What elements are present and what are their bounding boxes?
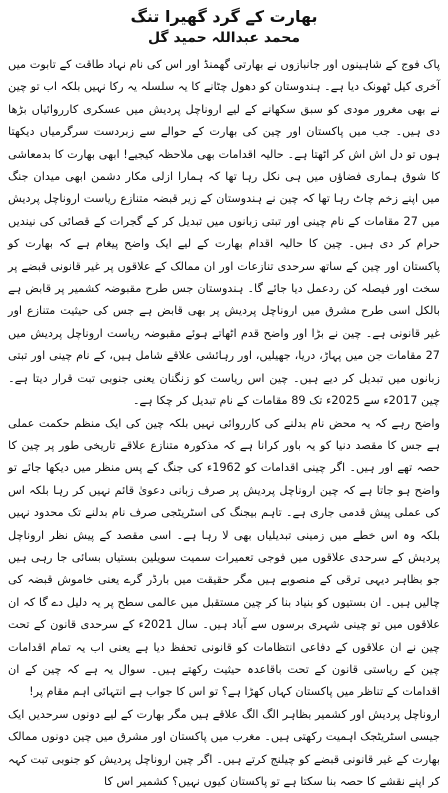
article-paragraph: واضح رہے کہ یہ محض نام بدلنے کی کارروائی نہیں بلکہ چین کی ایک منظم حکمت عملی ہے جس کا مقصد دنیا کو یہ باور کرانا ہے کہ مذکورہ متنازع علاقے تاریخی طور پر چین کا حصہ تھے اور ہیں۔ اگر چینی اقدامات کو 1962ء کی جنگ کے پس منظر میں دیکھا جائے تو واضح ہو جاتا ہے کہ چین اروناچل پردیش پر صرف زبانی دعویٰ قائم نہیں کر رہا بلکہ اس کی عملی پیش قدمی جاری ہے۔ تاہم بیجنگ کی اسٹریٹجی صرف نام بدلنے تک محدود نہیں بلکہ وہ اس خطے میں زمینی تبدیلیاں بھی لا رہا ہے۔ اسی مقصد کے پیش نظر اروناچل پردیش کے سرحدی علاقوں میں فوجی تعمیرات سمیت سویلین بستیاں بسائی جا رہی ہیں جو بظاہر دیہی ترقی کے منصوبے ہیں مگر حقیقت میں بارڈر گرے یعنی خاموش قبضہ کی چالیں ہیں۔ ان بستیوں کو بنیاد بنا کر چین مستقبل میں عالمی سطح پر یہ دلیل دے گا کہ ان علاقوں میں تو چینی شہری برسوں سے آباد ہیں۔ سال 2021ء کے سرحدی قانون کے تحت چین نے ان علاقوں کے دفاعی انتظامات کو قانونی تحفظ دیا ہے یعنی اب یہ تمام اقدامات چین کے ریاستی قانون کے تحت باقاعدہ حیثیت رکھتے ہیں۔ سوال یہ ہے کہ چین کے ان اقدامات کے تناظر میں پاکستان کہاں کھڑا ہے؟ تو اس کا جواب ہے انتہائی اہم مقام پر! [8,416,440,699]
article-paragraph: پاک فوج کے شاہینوں اور جانبازوں نے بھارتی گھمنڈ اور اس کی نام نہاد طاقت کے تابوت میں آخری کیل ٹھونک دیا ہے۔ ہندوستان کو دھول چٹانے کا یہ سلسلہ یہ رکا نہیں بلکہ اب تو چین نے بھی مغرور مودی کو سبق سکھانے کے لیے اروناچل پردیش میں عسکری کارروائیاں بڑھا دی ہیں۔ جب میں پاکستان اور چین کی بھارت کے حوالے سے زبردست سرگرمیاں دیکھتا ہوں تو دل اش اش کر اٹھتا ہے۔ حالیہ اقدامات بھی ملاحظہ کیجیے! ابھی بھارت کا بدمعاشی کا شوق ہماری فضاؤں میں ہی نکل رہا تھا کہ ہمارا ازلی مکار دشمن ابھی میدان جنگ میں اپنے زخم چاٹ رہا تھا کہ چین نے ہندوستان کے زیر قبضہ متنازع ریاست اروناچل پردیش میں 27 مقامات کے نام چینی اور تبتی زبانوں میں تبدیل کر کے گجرات کے قصائی کی نیندیں حرام کر دی ہیں۔ چین کا حالیہ اقدام بھارت کے لیے ایک واضح پیغام ہے کہ بھارت کو پاکستان اور چین کے ساتھ سرحدی تنازعات اور ان ممالک کے علاقوں پر غیر قانونی قبضے پر سخت اور فیصلہ کن ردعمل دیا جائے گا۔ ہندوستان جس طرح مقبوضہ کشمیر پر قابض ہے بالکل اسی طرح مشرق میں اروناچل پردیش پر بھی قابض ہے جس کی حیثیت متنازع اور غیر قانونی ہے۔ چین نے بڑا اور واضح قدم اٹھاتے ہوئے مقبوضہ ریاست اروناچل پردیش میں 27 مقامات جن میں پہاڑ، دریا، جھیلیں، اور رہائشی علاقے شامل ہیں، کے نام چینی اور تبتی زبانوں میں تبدیل کر دیے ہیں۔ چین اس ریاست کو زنگنان یعنی جنوبی تبت قرار دیتا ہے۔ چین 2017ء سے 2025ء تک 89 مقامات کے نام تبدیل کر چکا ہے۔ [8,58,440,408]
article-paragraph: اروناچل پردیش اور کشمیر بظاہر الگ الگ علاقے ہیں مگر بھارت کے لیے دونوں سرحدیں ایک جیسی اسٹریٹجک اہمیت رکھتی ہیں۔ مغرب میں پاکستان اور مشرق میں چین دونوں ممالک بھارت کے غیر قانونی قبضے کو چیلنج کرتے ہیں۔ اگر چین اروناچل پردیش کو جنوبی تبت کہہ کر اپنے نقشے کا حصہ بنا سکتا ہے تو پاکستان کیوں نہیں؟ کشمیر اس کا [8,707,440,788]
article-title: بھارت کے گرد گھیرا تنگ [130,7,318,26]
article-author: محمد عبداللہ حمید گل [147,30,301,46]
article-body [8,54,440,793]
